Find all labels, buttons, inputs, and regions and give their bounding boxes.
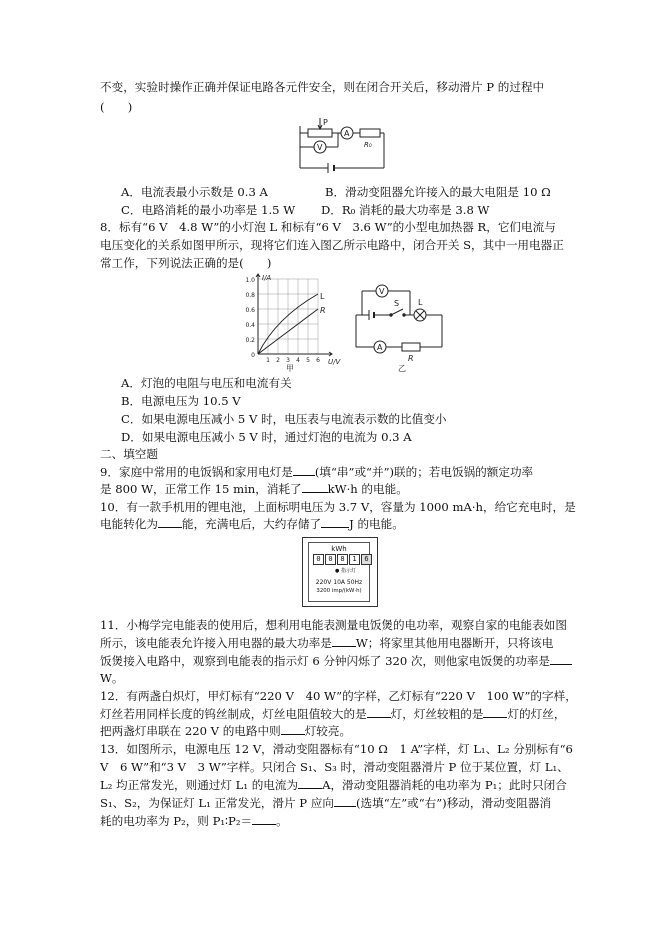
q8-ytick: 0.4 <box>245 322 255 329</box>
section-fill-in-heading: 二、填空题 <box>100 447 158 461</box>
q7-option-d: D．R₀ 消耗的最大功率是 3.8 W <box>321 203 490 217</box>
q11-line2 <box>100 635 553 651</box>
q8-line1: 8．标有“6 V 4.8 W”的小灯泡 L 和标有“6 V 3.6 W”的小型电加热器 R，它们电流与 <box>100 220 556 234</box>
q11-text: 所示，该电能表允许接入用电器的最大功率是 <box>100 636 332 650</box>
q12-line1: 12．有两盏白炽灯，甲灯标有“220 V 40 W”的字样，乙灯标有“220 V 100 W”的字样， <box>100 689 577 703</box>
q11-line4: W。 <box>100 671 124 685</box>
q8-option-a: A．灯泡的电阻与电压和电流有关 <box>121 376 292 390</box>
q7-label-p: P <box>323 118 328 127</box>
q10-line2 <box>100 516 404 532</box>
q8-xtick: 6 <box>316 357 320 364</box>
q10-text: 能，充满电后，大约存储了 <box>181 517 322 531</box>
q13-text: S₁、S₂，为保证灯 L₁ 正常发光，滑片 P 应向 <box>100 796 334 810</box>
q13-line5 <box>100 813 288 829</box>
meter-digits <box>313 554 372 565</box>
q8-origin: 0 <box>251 352 255 359</box>
meter-spec-constant: 3200 imp/(kW·h) <box>316 588 362 594</box>
q8-circuit-label-s: S <box>394 299 400 308</box>
q7-label-r0: R₀ <box>364 141 372 149</box>
q9-text: (填“串”或“并”)联的；若电饭锅的额定功率 <box>314 465 534 479</box>
q10-line1: 10．有一款手机用的锂电池，上面标明电压为 3.7 V，容量为 1000 mA·h，给它充电时，是 <box>100 500 576 514</box>
q12-text: 把两盏灯串联在 220 V 的电路中则 <box>100 724 281 738</box>
q13-line1: 13．如图所示，电源电压 12 V，滑动变阻器标有“10 Ω 1 A”字样，灯 L₁、L₂ 分别标有“6 <box>100 742 573 756</box>
q9-text: 是 800 W，正常工作 15 min，消耗了 <box>100 482 302 496</box>
q8-graph-jia <box>236 272 348 372</box>
q12-blank-brighter-lamp[interactable] <box>281 723 305 735</box>
q12-blank-thicker-filament[interactable] <box>483 706 507 718</box>
q8-graph-xlabel: U/V <box>328 358 341 366</box>
q9-line1 <box>100 464 533 480</box>
q13-line3 <box>100 777 567 793</box>
q8-option-b: B．电源电压为 10.5 V <box>121 394 241 408</box>
q9-blank-energy[interactable] <box>302 481 328 493</box>
q12-text: 灯，灯丝较粗的是 <box>390 707 484 721</box>
q11-line1: 11．小梅学完电能表的使用后，想利用电能表测量电饭煲的电功率，观察自家的电能表如图 <box>100 618 567 632</box>
q8-option-d: D．如果电源电压减小 5 V 时，通过灯泡的电流为 0.3 A <box>121 430 412 444</box>
q9-blank-connection[interactable] <box>293 464 315 476</box>
q8-graph-label-r: R <box>320 306 326 315</box>
q9-text: 9．家庭中常用的电饭锅和家用电灯是 <box>100 465 293 479</box>
q13-text: 。 <box>276 814 288 828</box>
meter-digit: 6 <box>361 554 372 565</box>
q8-circuit-label-v: V <box>379 287 385 296</box>
q8-graph-ylabel: I/A <box>262 274 272 282</box>
meter-digit: 0 <box>313 554 324 565</box>
q11-blank-max-power[interactable] <box>332 635 356 647</box>
meter-digit: 1 <box>349 554 360 565</box>
q7-label-v: V <box>317 143 323 152</box>
q10-blank-energy-value[interactable] <box>321 516 349 528</box>
q7-stem-line2: ( ) <box>100 100 133 114</box>
q7-option-a: A．电流表最小示数是 0.3 A <box>121 185 268 199</box>
q7-resistor-r0 <box>360 129 380 137</box>
q12-text: 灯的灯丝， <box>507 707 566 721</box>
q11-line3 <box>100 653 572 669</box>
q8-circuit-yi <box>352 281 448 373</box>
q13-line4 <box>100 795 551 811</box>
q13-text: A，滑动变阻器消耗的电功率为 P₁；此时只闭合 <box>322 778 567 792</box>
q8-line3: 常工作，下列说法正确的是( ) <box>100 256 272 270</box>
q8-graph-caption: 甲 <box>286 364 294 372</box>
q13-blank-current[interactable] <box>298 777 322 789</box>
q13-blank-direction[interactable] <box>334 795 356 807</box>
q8-circuit-caption: 乙 <box>398 364 406 373</box>
q12-text: 灯较亮。 <box>304 724 352 738</box>
q8-ytick: 1.0 <box>245 277 255 284</box>
q11-text: W；将家里其他用电器断开，只将该电 <box>355 636 554 650</box>
q13-text: 耗的电功率为 P₂，则 P₁∶P₂＝ <box>100 814 253 828</box>
q7-option-c: C．电路消耗的最小功率是 1.5 W <box>121 203 296 217</box>
q11-text: 饭煲接入电路中，观察到电能表的指示灯 6 分钟闪烁了 320 次，则他家电饭煲的功率是 <box>100 654 551 668</box>
q13-text: (选填“左”或“右”)移动，滑动变阻器消 <box>355 796 552 810</box>
q7-stem-line1: 不变，实验时操作正确并保证电路各元件安全，则在闭合开关后，移动滑片 P 的过程中 <box>100 80 545 94</box>
q8-xtick: 2 <box>276 357 280 364</box>
q8-xtick: 3 <box>286 357 290 364</box>
meter-unit: kWh <box>331 545 347 553</box>
meter-spec-voltage: 220V 10A 50Hz <box>315 579 363 586</box>
q8-xtick: 5 <box>306 357 310 364</box>
q11-blank-cooker-power[interactable] <box>550 653 572 665</box>
q12-blank-larger-resistance[interactable] <box>367 706 391 718</box>
q8-option-c: C．如果电源电压减小 5 V 时，电压表与电流表示数的比值变小 <box>121 412 447 426</box>
q8-line2: 电压变化的关系如图甲所示，现将它们连入图乙所示电路中，闭合开关 S，其中一用电器正 <box>100 238 564 252</box>
q13-blank-power-ratio[interactable] <box>252 813 276 825</box>
q8-ytick: 0.6 <box>245 307 255 314</box>
electric-meter-figure <box>302 537 378 607</box>
q7-rheostat <box>308 129 332 137</box>
q8-graph-grid <box>258 279 318 354</box>
q8-graph-label-l: L <box>320 292 325 301</box>
q12-text: 灯丝若用同样长度的钨丝制成，灯丝电阻值较大的是 <box>100 707 367 721</box>
q13-line2: V 6 W”和“3 V 3 W”字样。只闭合 S₁、S₃ 时，滑动变阻器滑片 P 位于某位置，灯 L₁、 <box>100 760 569 774</box>
q7-circuit-figure <box>296 116 388 174</box>
q8-circuit-label-l: L <box>418 298 423 307</box>
q8-xtick: 4 <box>296 357 300 364</box>
q9-line2 <box>100 481 408 497</box>
q8-xtick: 1 <box>266 357 270 364</box>
q10-text: 电能转化为 <box>100 517 158 531</box>
q9-text: kW·h 的电能。 <box>327 482 408 496</box>
q10-text: J 的电能。 <box>349 517 404 531</box>
q10-blank-energy-form[interactable] <box>158 516 182 528</box>
q12-line2 <box>100 706 565 722</box>
q8-circuit-label-r: R <box>408 354 414 363</box>
q8-ytick: 0.8 <box>245 292 255 299</box>
meter-digit: 0 <box>325 554 336 565</box>
q8-ytick: 0.2 <box>245 337 255 344</box>
q8-circuit-label-a: A <box>377 343 383 352</box>
meter-indicator: ● 指示灯 <box>335 568 356 574</box>
meter-digit: 8 <box>337 554 348 565</box>
q12-line3 <box>100 723 351 739</box>
q7-label-a: A <box>344 129 350 138</box>
q8-switch <box>391 309 403 315</box>
q13-text: L₂ 均正常发光，则通过灯 L₁ 的电流为 <box>100 778 299 792</box>
q7-option-b: B．滑动变阻器允许接入的最大电阻是 10 Ω <box>325 185 551 199</box>
q8-resistor-r <box>402 343 420 351</box>
